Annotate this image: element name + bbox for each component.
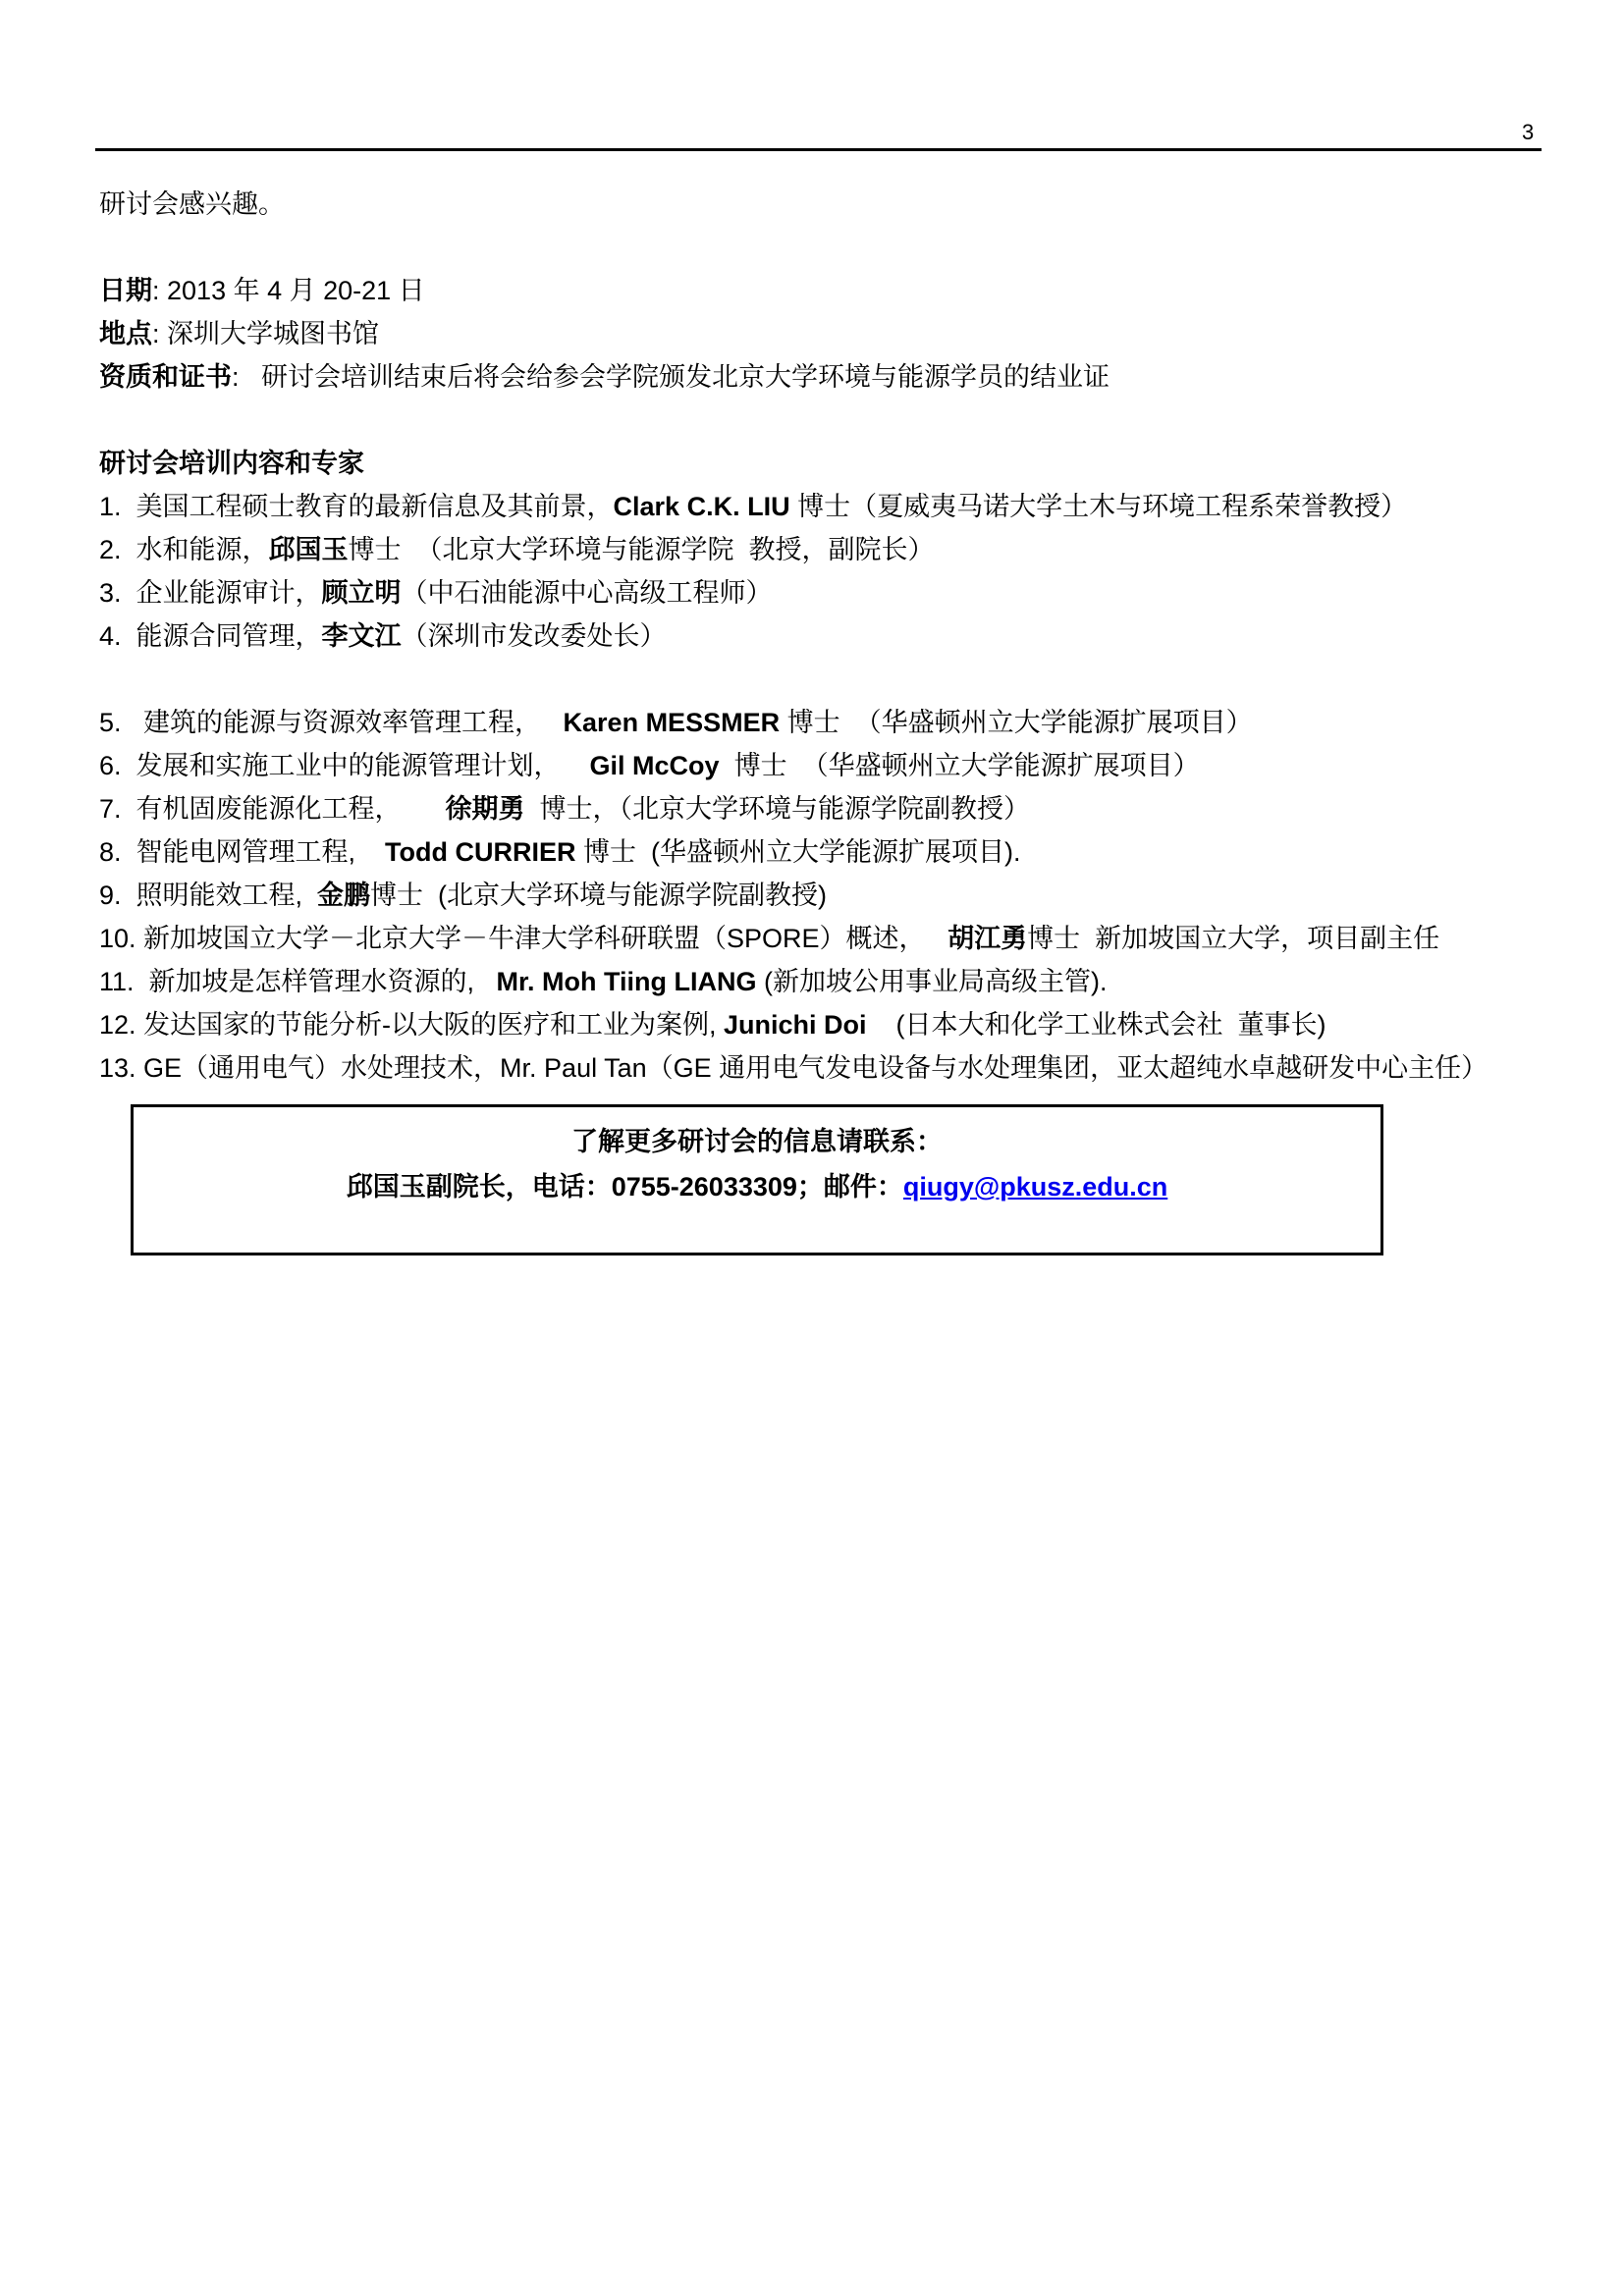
date-line <box>99 269 1552 312</box>
header-rule <box>95 148 1542 151</box>
intro-text: 研讨会感兴趣。 <box>99 189 285 219</box>
certificate-line <box>99 355 1552 399</box>
list-item: 5. 建筑的能源与资源效率管理工程， Karen MESSMER 博士 （华盛顿州立大学能源扩展项目） <box>99 708 1253 737</box>
contact-line <box>134 1164 1380 1209</box>
contact-box <box>131 1104 1383 1255</box>
list-item: 2. 水和能源，邱国玉博士 （北京大学环境与能源学院 教授，副院长） <box>99 535 935 564</box>
list-item: 6. 发展和实施工业中的能源管理计划， Gil McCoy 博士 （华盛顿州立大学能源扩展项目） <box>99 751 1200 780</box>
page-number: 3 <box>1522 120 1535 144</box>
certificate-label: 资质和证书 <box>99 362 232 392</box>
location-line <box>99 312 1552 355</box>
date-value: 2013 年 4 月 20-21 日 <box>167 276 425 305</box>
location-sep: : <box>152 319 168 348</box>
document-body <box>99 183 1552 1090</box>
contact-title: 了解更多研讨会的信息请联系： <box>571 1127 943 1156</box>
list-item: 9. 照明能效工程, 金鹏博士 (北京大学环境与能源学院副教授) <box>99 881 828 910</box>
list-item: 13. GE（通用电气）水处理技术，Mr. Paul Tan（GE 通用电气发电设备与水处理集团，亚太超纯水卓越研发中心主任） <box>99 1053 1489 1083</box>
location-value: 深圳大学城图书馆 <box>167 319 380 348</box>
contact-details: 邱国玉副院长，电话：0755-26033309；邮件： <box>346 1172 903 1201</box>
list-item: 3. 企业能源审计，顾立明（中石油能源中心高级工程师） <box>99 578 773 608</box>
location-label: 地点 <box>99 319 152 348</box>
list-item: 1. 美国工程硕士教育的最新信息及其前景，Clark C.K. LIU 博士（夏威夷马诺大学土木与环境工程系荣誉教授） <box>99 492 1408 521</box>
list-item: 11. 新加坡是怎样管理水资源的, Mr. Moh Tiing LIANG (新加坡公用事业局高级主管). <box>99 967 1108 996</box>
list-item: 8. 智能电网管理工程, Todd CURRIER 博士 (华盛顿州立大学能源扩展项目). <box>99 837 1021 867</box>
certificate-sep: : <box>232 362 262 392</box>
list-item: 7. 有机固废能源化工程， 徐期勇 博士，（北京大学环境与能源学院副教授） <box>99 794 1031 824</box>
list-item: 10. 新加坡国立大学－北京大学－牛津大学科研联盟（SPORE）概述， 胡江勇博士 新加坡国立大学，项目副主任 <box>99 924 1440 953</box>
date-label: 日期 <box>99 276 152 305</box>
certificate-value: 研讨会培训结束后将会给参会学院颁发北京大学环境与能源学员的结业证 <box>261 362 1110 392</box>
list-item: 4. 能源合同管理，李文江（深圳市发改委处长） <box>99 621 667 651</box>
date-sep: : <box>152 276 168 305</box>
section-title: 研讨会培训内容和专家 <box>99 449 364 478</box>
email-link[interactable]: qiugy@pkusz.edu.cn <box>902 1172 1168 1201</box>
list-item: 12. 发达国家的节能分析-以大阪的医疗和工业为案例, Junichi Doi (日本大和化学工业株式会社 董事长) <box>99 1010 1326 1040</box>
